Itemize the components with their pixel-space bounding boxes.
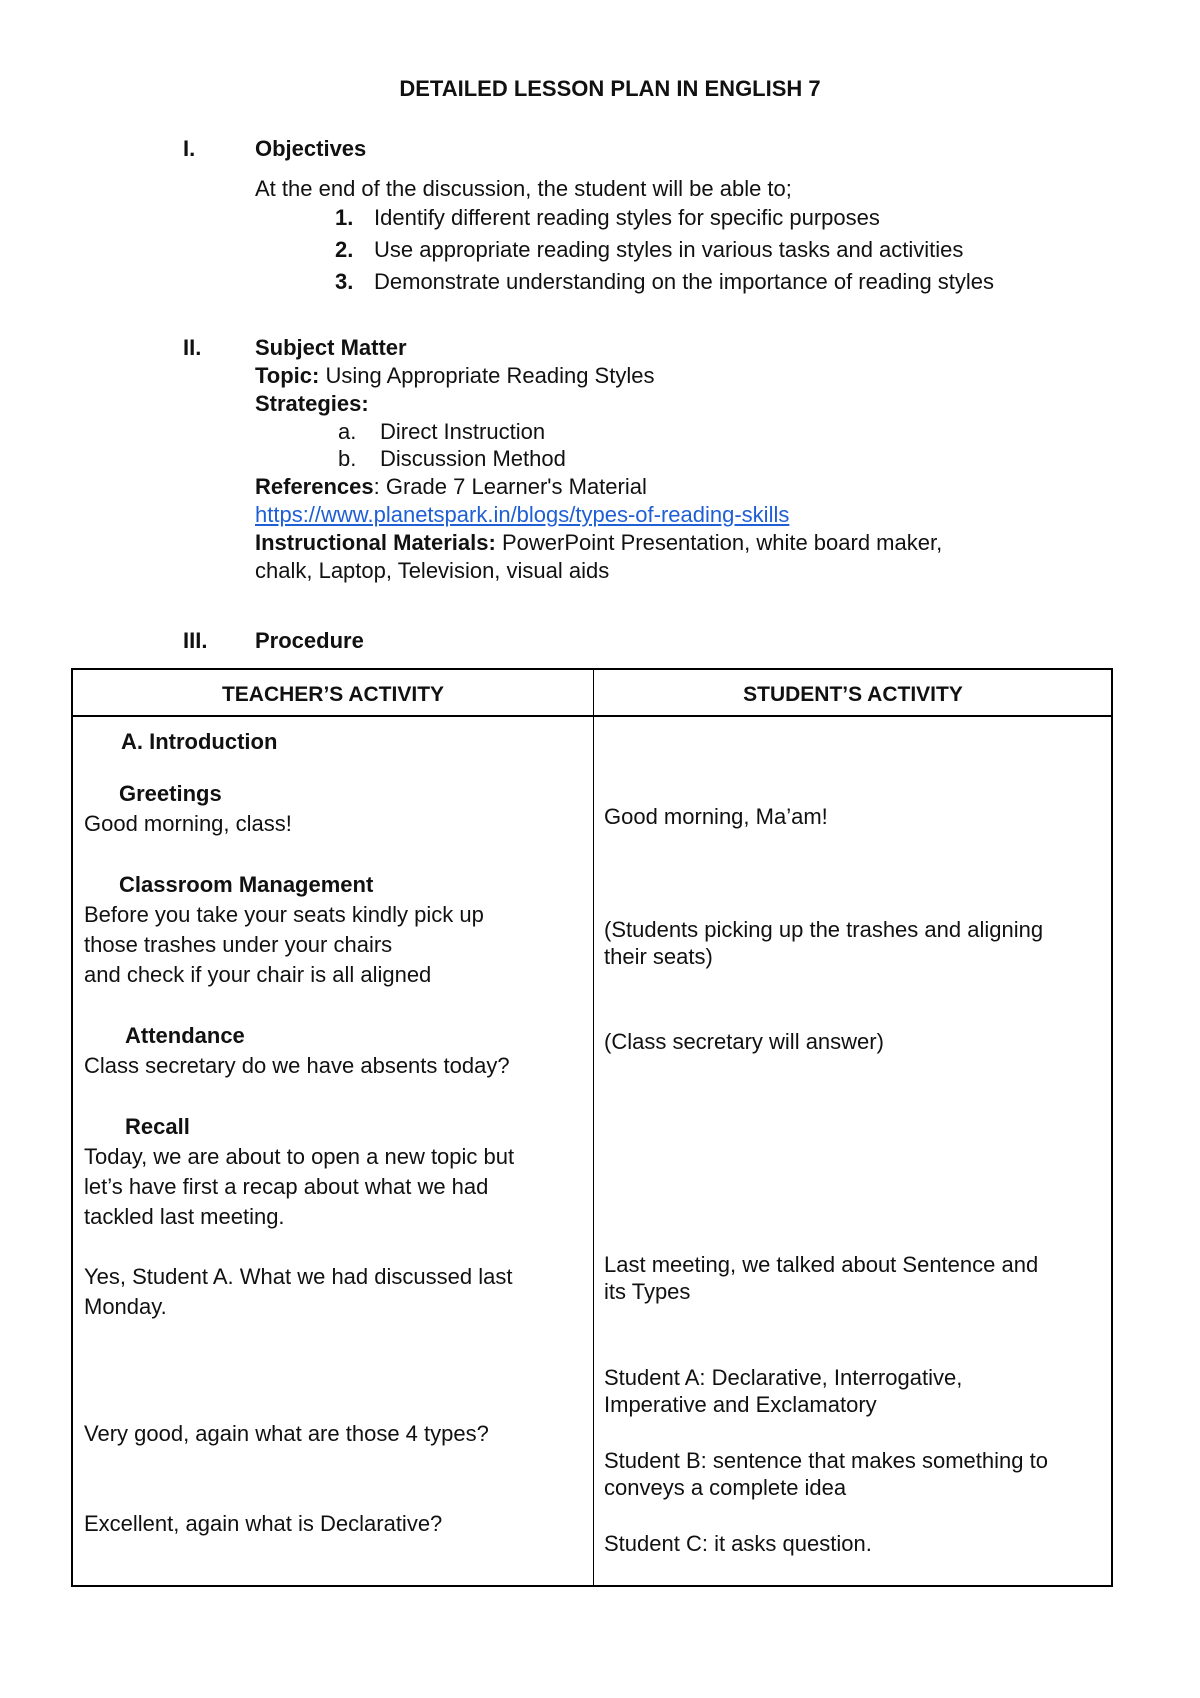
topic-value: Using Appropriate Reading Styles	[325, 363, 655, 388]
introduction-heading: A. Introduction	[121, 729, 278, 754]
references-value: : Grade 7 Learner's Material	[373, 474, 647, 499]
topic-line	[255, 365, 654, 387]
strategy-letter: b.	[338, 446, 357, 471]
management-line: Before you take your seats kindly pick up	[84, 902, 484, 927]
topic-label: Topic:	[255, 363, 320, 388]
objective-number: 2.	[335, 237, 354, 262]
objective-item: Demonstrate understanding on the importance of reading styles	[374, 269, 995, 294]
trash-reply: (Students picking up the trashes and aligning	[604, 917, 1044, 942]
materials-value: PowerPoint Presentation, white board maker,	[501, 530, 943, 555]
management-heading: Classroom Management	[119, 872, 374, 897]
procedure-numeral: III.	[183, 628, 208, 653]
column-divider	[593, 670, 594, 1585]
student-c-reply: Student C: it asks question.	[604, 1531, 872, 1556]
student-a-prompt: Yes, Student A. What we had discussed last	[84, 1264, 513, 1289]
recall-line: tackled last meeting.	[84, 1204, 285, 1229]
types-question: Very good, again what are those 4 types?	[84, 1421, 489, 1446]
objective-number: 3.	[335, 269, 354, 294]
attendance-text: Class secretary do we have absents today?	[84, 1053, 510, 1078]
subject-matter-heading: Subject Matter	[255, 335, 407, 360]
objectives-intro: At the end of the discussion, the student will be able to;	[255, 176, 792, 201]
attendance-heading: Attendance	[125, 1023, 245, 1048]
strategy-item: Discussion Method	[380, 446, 566, 471]
greetings-heading: Greetings	[119, 781, 222, 806]
objectives-numeral: I.	[183, 136, 196, 161]
subject-matter-numeral: II.	[183, 335, 202, 360]
secretary-reply: (Class secretary will answer)	[604, 1029, 884, 1054]
materials-continued: chalk, Laptop, Television, visual aids	[255, 558, 610, 583]
student-a-reply: Student A: Declarative, Interrogative,	[604, 1365, 963, 1390]
strategies-label: Strategies:	[255, 391, 369, 416]
teacher-column-header: TEACHER’S ACTIVITY	[221, 683, 445, 706]
objectives-heading: Objectives	[255, 136, 367, 161]
last-meeting-reply: Last meeting, we talked about Sentence and	[604, 1252, 1039, 1277]
student-a-reply: Imperative and Exclamatory	[604, 1392, 877, 1417]
management-line: those trashes under your chairs	[84, 932, 393, 957]
recall-line: Today, we are about to open a new topic but	[84, 1144, 515, 1169]
trash-reply: their seats)	[604, 944, 713, 969]
recall-line: let’s have first a recap about what we had	[84, 1174, 489, 1199]
student-column-header: STUDENT’S ACTIVITY	[743, 683, 963, 706]
student-a-prompt: Monday.	[84, 1294, 167, 1319]
reference-link[interactable]: https://www.planetspark.in/blogs/types-of-reading-skills	[255, 502, 790, 527]
document-title: DETAILED LESSON PLAN IN ENGLISH 7	[399, 76, 821, 101]
greetings-text: Good morning, class!	[84, 811, 292, 836]
student-b-reply: Student B: sentence that makes something to	[604, 1448, 1048, 1473]
procedure-heading: Procedure	[255, 628, 364, 653]
recall-heading: Recall	[125, 1114, 190, 1139]
declarative-question: Excellent, again what is Declarative?	[84, 1511, 443, 1536]
greeting-reply: Good morning, Ma’am!	[604, 804, 828, 829]
header-divider	[73, 715, 1111, 717]
materials-line	[255, 532, 942, 554]
student-b-reply: conveys a complete idea	[604, 1475, 847, 1500]
references-label: References	[255, 474, 374, 499]
materials-label: Instructional Materials:	[255, 530, 496, 555]
objective-item: Use appropriate reading styles in various tasks and activities	[374, 237, 964, 262]
objective-number: 1.	[335, 205, 354, 230]
procedure-table	[71, 668, 1113, 1587]
objective-item: Identify different reading styles for specific purposes	[374, 205, 880, 230]
last-meeting-reply: its Types	[604, 1279, 691, 1304]
management-line: and check if your chair is all aligned	[84, 962, 432, 987]
strategy-letter: a.	[338, 419, 357, 444]
strategy-item: Direct Instruction	[380, 419, 546, 444]
references-line	[255, 476, 647, 498]
